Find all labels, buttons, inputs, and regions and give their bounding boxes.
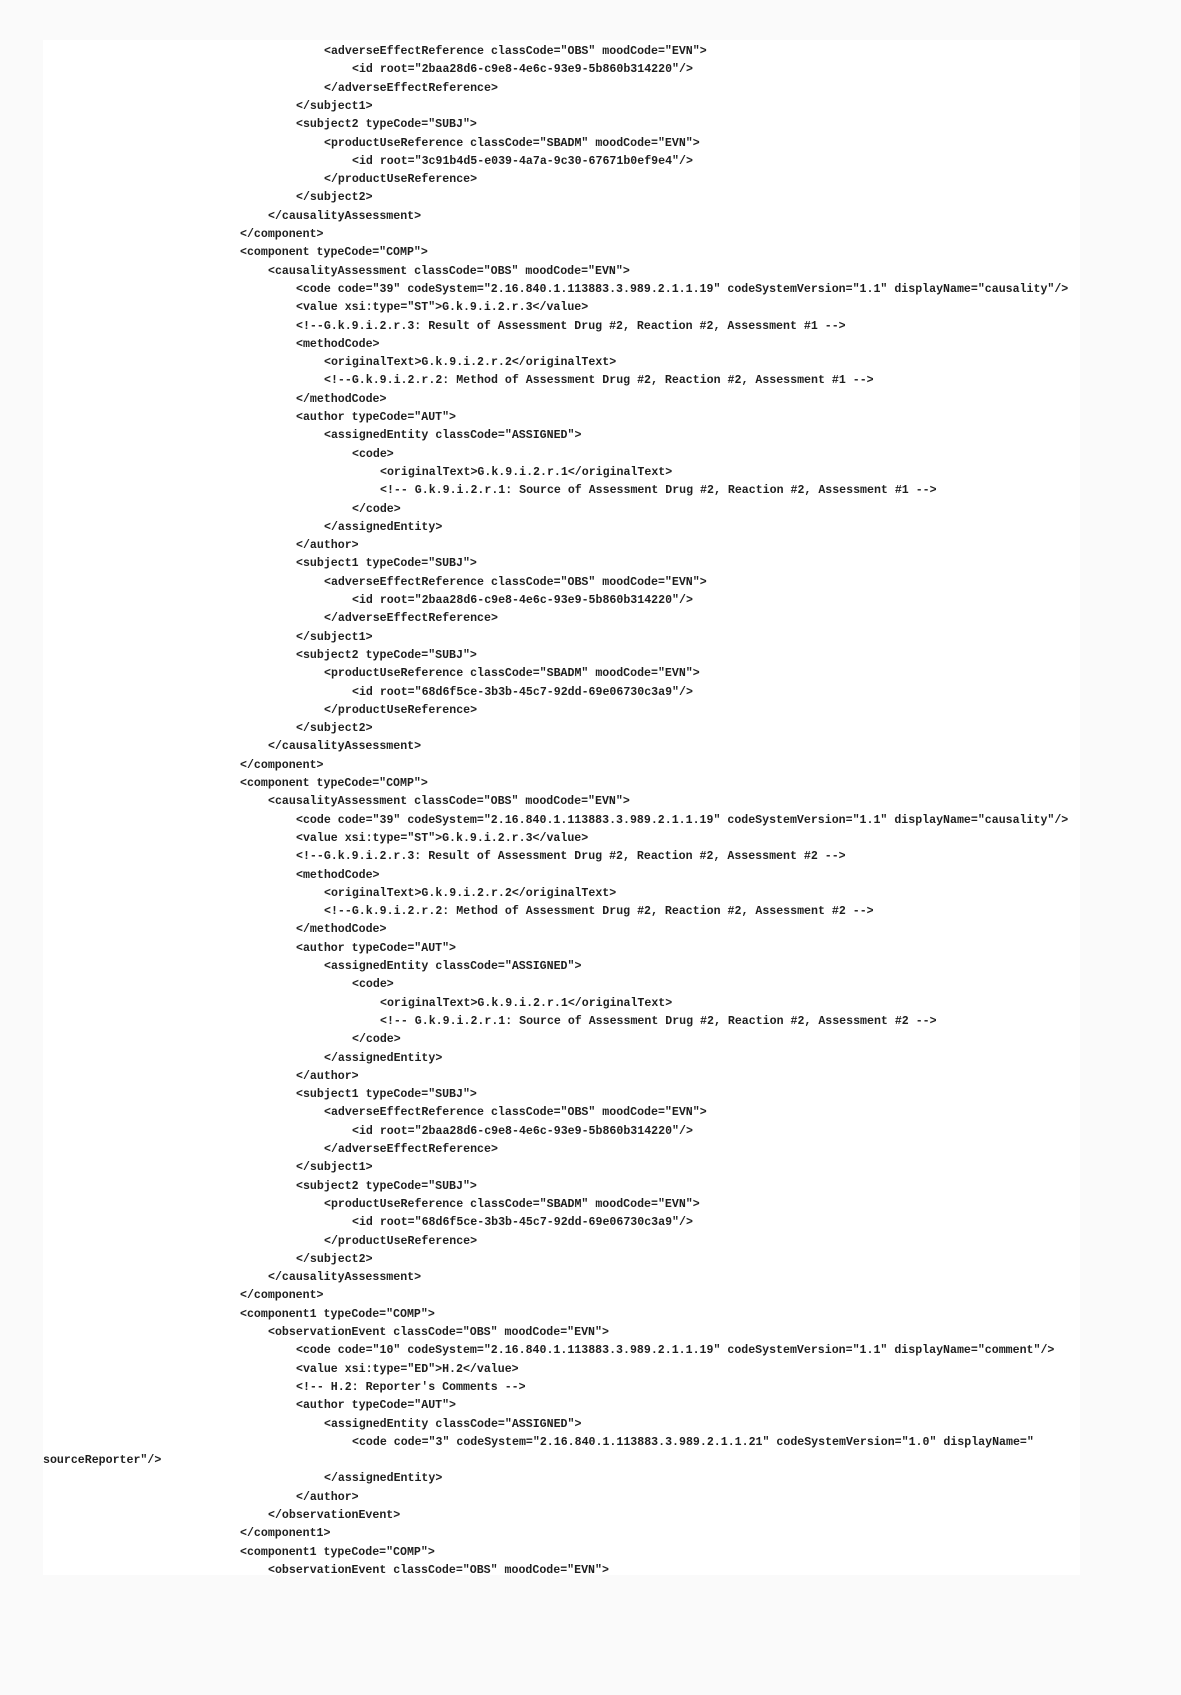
code-line: </code> [352, 502, 401, 516]
code-line: </assignedEntity> [324, 1472, 443, 1486]
code-line: <subject2 typeCode="SUBJ"> [296, 118, 477, 132]
code-line: </subject1> [296, 630, 373, 644]
code-line: </component> [240, 1289, 324, 1303]
code-line: <!-- H.2: Reporter's Comments --> [296, 1380, 526, 1394]
code-line: <component typeCode="COMP"> [240, 246, 428, 260]
code-line: <component1 typeCode="COMP"> [240, 1307, 435, 1321]
code-line: <originalText>G.k.9.i.2.r.2</originalText> [324, 886, 617, 900]
code-line: <id root="2baa28d6-c9e8-4e6c-93e9-5b860b314220"/> [352, 594, 693, 607]
code-line: <!--G.k.9.i.2.r.3: Result of Assessment Drug #2, Reaction #2, Assessment #2 --> [296, 850, 846, 864]
code-line: <value xsi:type="ED">H.2</value> [296, 1362, 519, 1376]
code-line: <code code="39" codeSystem="2.16.840.1.113883.3.989.2.1.1.19" codeSystemVersion="1.1" displayName="causality"/> [296, 282, 1069, 296]
code-line: </productUseReference> [324, 173, 478, 187]
code-line: <subject1 typeCode="SUBJ"> [296, 1088, 477, 1102]
code-line: <subject1 typeCode="SUBJ"> [296, 557, 477, 571]
code-line: <!-- G.k.9.i.2.r.1: Source of Assessment Drug #2, Reaction #2, Assessment #1 --> [380, 484, 937, 498]
code-line: <originalText>G.k.9.i.2.r.1</originalText> [380, 465, 673, 479]
code-line: <observationEvent classCode="OBS" moodCode="EVN"> [268, 1563, 609, 1577]
code-line: </adverseEffectReference> [324, 612, 498, 626]
code-line: <adverseEffectReference classCode="OBS" moodCode="EVN"> [324, 45, 707, 58]
code-line: </methodCode> [296, 392, 387, 406]
code-line: <code> [352, 447, 394, 461]
code-line: </subject1> [296, 1161, 373, 1175]
code-line: <adverseEffectReference classCode="OBS" moodCode="EVN"> [324, 1106, 707, 1120]
code-line: <productUseReference classCode="SBADM" moodCode="EVN"> [324, 667, 700, 681]
code-line: <!--G.k.9.i.2.r.2: Method of Assessment Drug #2, Reaction #2, Assessment #1 --> [324, 374, 874, 388]
code-line: <code code="3" codeSystem="2.16.840.1.113883.3.989.2.1.1.21" codeSystemVersion="1.0" displayName=" [352, 1435, 1034, 1449]
code-line: <id root="2baa28d6-c9e8-4e6c-93e9-5b860b314220"/> [352, 63, 693, 77]
code-line: <author typeCode="AUT"> [296, 411, 457, 424]
code-line: sourceReporter"/> [43, 1454, 162, 1468]
code-line: </adverseEffectReference> [324, 81, 498, 95]
code-line: <id root="3c91b4d5-e039-4a7a-9c30-67671b0ef9e4"/> [352, 154, 693, 168]
code-line: </assignedEntity> [324, 1051, 443, 1065]
code-line: </productUseReference> [324, 703, 478, 717]
code-line: <assignedEntity classCode="ASSIGNED"> [324, 429, 582, 443]
code-line: <adverseEffectReference classCode="OBS" moodCode="EVN"> [324, 575, 707, 589]
code-line: <value xsi:type="ST">G.k.9.i.2.r.3</value> [296, 301, 589, 315]
code-line: <author typeCode="AUT"> [296, 1399, 457, 1413]
code-line: <productUseReference classCode="SBADM" moodCode="EVN"> [324, 1197, 700, 1211]
code-line: <causalityAssessment classCode="OBS" moodCode="EVN"> [268, 795, 630, 809]
code-line: <code code="10" codeSystem="2.16.840.1.113883.3.989.2.1.1.19" codeSystemVersion="1.1" displayName="comment"/> [296, 1344, 1055, 1358]
code-line: <assignedEntity classCode="ASSIGNED"> [324, 960, 582, 973]
code-line: <component typeCode="COMP"> [240, 777, 428, 790]
code-line: <author typeCode="AUT"> [296, 941, 457, 955]
code-line: <code> [352, 978, 394, 992]
code-line: </causalityAssessment> [268, 740, 422, 754]
code-line: </subject1> [296, 99, 373, 113]
code-line: </assignedEntity> [324, 520, 443, 534]
code-line: <assignedEntity classCode="ASSIGNED"> [324, 1417, 582, 1431]
code-line: <productUseReference classCode="SBADM" moodCode="EVN"> [324, 136, 700, 150]
code-line: </author> [296, 1069, 359, 1083]
code-line: </productUseReference> [324, 1234, 478, 1248]
code-line: </causalityAssessment> [268, 1271, 422, 1285]
code-line: </author> [296, 539, 359, 553]
code-line: <id root="68d6f5ce-3b3b-45c7-92dd-69e06730c3a9"/> [352, 685, 693, 699]
code-line: <value xsi:type="ST">G.k.9.i.2.r.3</value> [296, 831, 589, 845]
code-line: <originalText>G.k.9.i.2.r.1</originalText> [380, 996, 673, 1010]
code-line: </subject2> [296, 722, 373, 736]
code-line: </component> [240, 228, 324, 241]
code-line: </observationEvent> [268, 1509, 401, 1522]
code-line: </subject2> [296, 191, 373, 205]
code-line: <methodCode> [296, 868, 380, 882]
code-line: <methodCode> [296, 337, 380, 351]
code-line: <component1 typeCode="COMP"> [240, 1545, 435, 1559]
code-line: <originalText>G.k.9.i.2.r.2</originalText> [324, 356, 617, 370]
code-line: </methodCode> [296, 923, 387, 937]
code-line: <subject2 typeCode="SUBJ"> [296, 1179, 477, 1193]
code-line: </code> [352, 1033, 401, 1047]
code-line: <!--G.k.9.i.2.r.3: Result of Assessment Drug #2, Reaction #2, Assessment #1 --> [296, 319, 846, 333]
code-line: <observationEvent classCode="OBS" moodCode="EVN"> [268, 1326, 609, 1339]
code-line: <!-- G.k.9.i.2.r.1: Source of Assessment Drug #2, Reaction #2, Assessment #2 --> [380, 1014, 937, 1028]
code-line: <subject2 typeCode="SUBJ"> [296, 648, 477, 662]
code-line: </adverseEffectReference> [324, 1143, 498, 1156]
xml-document-page [43, 40, 1080, 1575]
code-line: <id root="68d6f5ce-3b3b-45c7-92dd-69e06730c3a9"/> [352, 1216, 693, 1230]
code-line: </component1> [240, 1527, 331, 1541]
code-line: </component> [240, 758, 324, 772]
code-line: <!--G.k.9.i.2.r.2: Method of Assessment Drug #2, Reaction #2, Assessment #2 --> [324, 905, 874, 919]
code-line: <id root="2baa28d6-c9e8-4e6c-93e9-5b860b314220"/> [352, 1124, 693, 1138]
code-line: </author> [296, 1490, 359, 1504]
code-line: <causalityAssessment classCode="OBS" moodCode="EVN"> [268, 264, 630, 278]
code-line: <code code="39" codeSystem="2.16.840.1.113883.3.989.2.1.1.19" codeSystemVersion="1.1" displayName="causality"/> [296, 813, 1069, 827]
code-line: </subject2> [296, 1252, 373, 1266]
code-line: </causalityAssessment> [268, 209, 422, 223]
